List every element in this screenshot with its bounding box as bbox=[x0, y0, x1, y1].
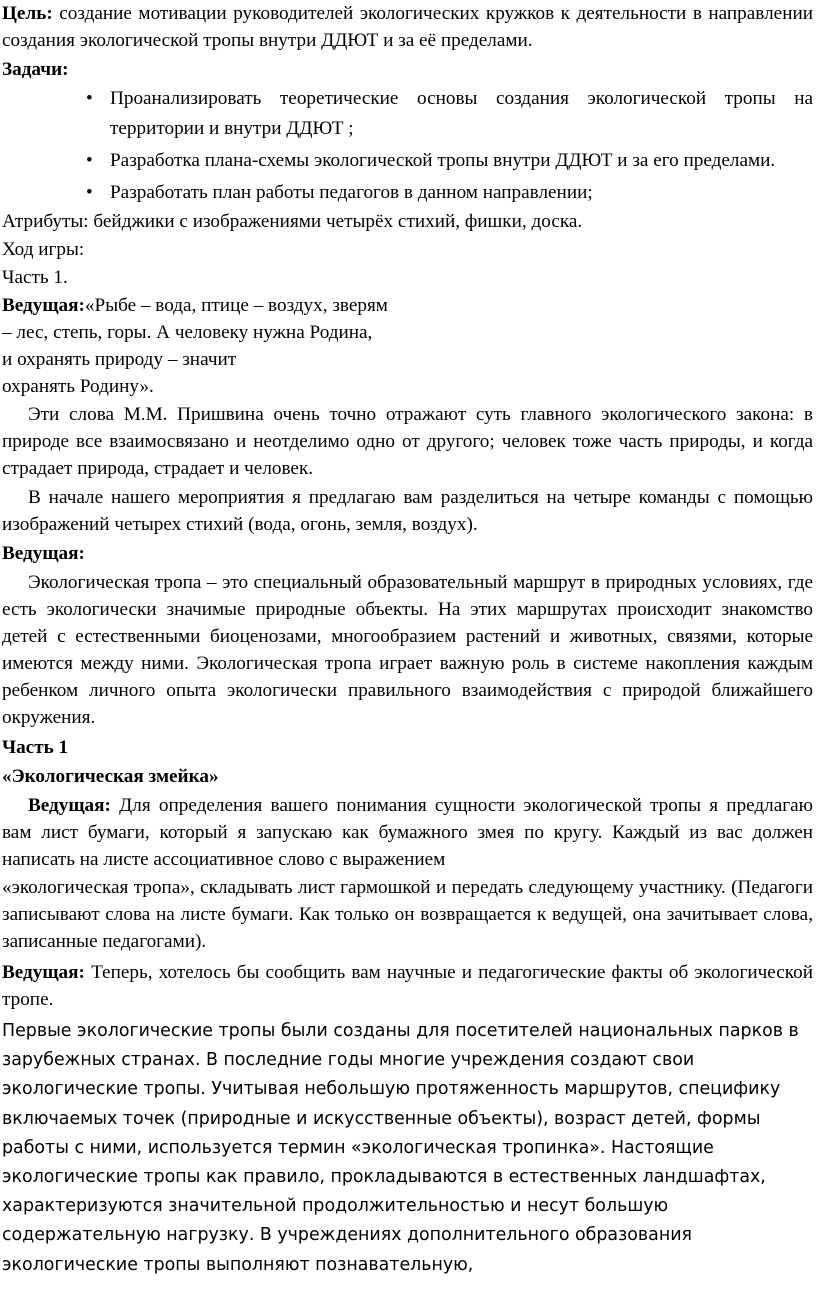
bullet-icon: • bbox=[86, 88, 93, 109]
leader1-quote bbox=[2, 292, 813, 400]
leader-label: Ведущая: bbox=[2, 962, 85, 983]
prishvin-paragraph: Эти слова М.М. Пришвина очень точно отражают суть главного экологического закона: в природе все взаимосвязано и неотделимо одно от другого; человек тоже часть природы, и когда страдает природа, страдает и человек. bbox=[2, 404, 813, 479]
leader-label: Ведущая: bbox=[28, 795, 111, 816]
part1-heading-b: Часть 1 bbox=[2, 737, 69, 758]
quote-line: – лес, степь, горы. А человеку нужна Родина, bbox=[2, 322, 373, 343]
task-item bbox=[86, 178, 813, 208]
trail-paragraph: Экологическая тропа – это специальный образовательный маршрут в природных условиях, где есть экологически значимые природные объекты. На этих маршрутах происходит знакомство детей с естественными биоценозами, многообразием растений и животных, связями, которые имеются между ними. Экологическая тропа играет важную роль в системе накопления каждым ребенком личного опыта экологически правильного взаимодействия с природой ближайшего окружения. bbox=[2, 572, 813, 728]
leader4-paragraph bbox=[2, 959, 813, 1013]
goal-paragraph bbox=[2, 0, 813, 54]
task-text: Проанализировать теоретические основы создания экологической тропы на территории и внутри ДДЮТ ; bbox=[110, 88, 813, 139]
part1-heading: Часть 1. bbox=[2, 267, 68, 288]
bullet-icon: • bbox=[86, 150, 93, 171]
task-item bbox=[86, 146, 813, 176]
goal-label: Цель: bbox=[2, 3, 53, 24]
fold-paragraph: «экологическая тропа», складывать лист гармошкой и передать следующему участнику. (Педагоги записывают слова на листе бумаги. Как только он возвращается к ведущей, она зачитывает слова, записанные педагогами). bbox=[2, 877, 813, 952]
snake-title: «Экологическая змейка» bbox=[2, 766, 219, 787]
leader3-text: Для определения вашего понимания сущности экологической тропы я предлагаю вам лист бумаги, который я запускаю как бумажного змея по кругу. Каждый из вас должен написать на листе ассоциативное слово с выражением bbox=[2, 795, 813, 870]
attributes-line: Атрибуты: бейджики с изображениями четырёх стихий, фишки, доска. bbox=[2, 211, 583, 232]
task-text: Разработать план работы педагогов в данном направлении; bbox=[110, 182, 593, 203]
leader4-text: Теперь, хотелось бы сообщить вам научные и педагогические факты об экологической тропе. bbox=[2, 962, 813, 1010]
leader-label: Ведущая: bbox=[2, 295, 85, 316]
leader2-label: Ведущая: bbox=[2, 543, 85, 564]
quote-line: «Рыбе – вода, птице – воздух, зверям bbox=[84, 295, 388, 316]
tasks-list bbox=[2, 84, 813, 208]
game-flow-heading: Ход игры: bbox=[2, 239, 85, 260]
tasks-label: Задачи: bbox=[2, 59, 69, 80]
quote-line: и охранять природу – значит bbox=[2, 349, 237, 370]
task-text: Разработка плана-схемы экологической тропы внутри ДДЮТ и за его пределами. bbox=[110, 150, 776, 171]
goal-text: создание мотивации руководителей экологических кружков к деятельности в направлении создания экологической тропы внутри ДДЮТ и за её пределами. bbox=[2, 3, 813, 51]
task-item bbox=[86, 84, 813, 144]
teams-paragraph: В начале нашего мероприятия я предлагаю вам разделиться на четыре команды с помощью изображений четырех стихий (вода, огонь, земля, воздух). bbox=[2, 487, 813, 535]
bullet-icon: • bbox=[86, 182, 93, 203]
quote-line: охранять Родину». bbox=[2, 376, 154, 397]
leader3-paragraph bbox=[2, 792, 813, 873]
history-paragraph: Первые экологические тропы были созданы для посетителей национальных парков в зарубежных странах. В последние годы многие учреждения создают свои экологические тропы. Учитывая небольшую протяженность маршрутов, специфику включаемых точек (природные и искусственные объекты), возраст детей, формы работы с ними, используется термин «экологическая тропинка». Настоящие экологические тропы как правило, прокладываются в естественных ландшафтах, характеризуются значительной продолжительностью и несут большую содержательную нагрузку. В учреждениях дополнительного образования экологические тропы выполняют познавательную, bbox=[2, 1021, 799, 1275]
